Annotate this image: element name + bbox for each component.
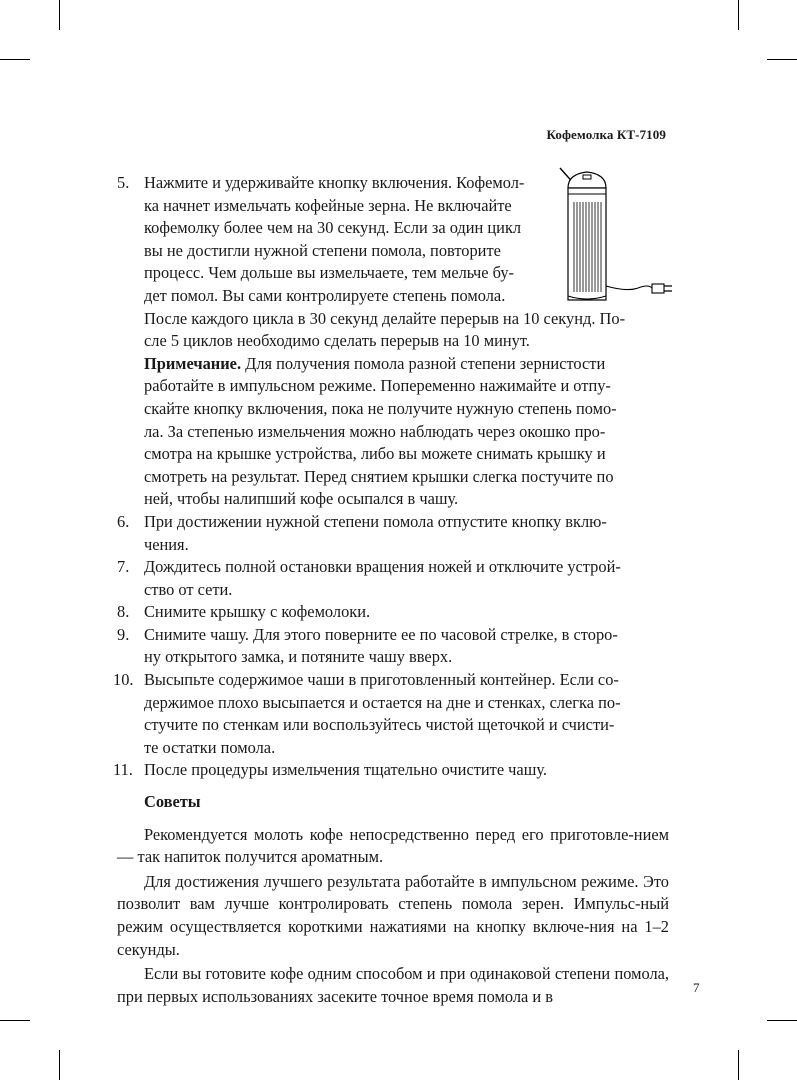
paragraph: Для достижения лучшего результата работайте в импульсном режиме. Это позволит вам лучше контролировать степень помола зерен. Импульс-ный режим осуществляется короткими нажатиями на кнопку включе-ния на 1–2 секунды. xyxy=(117,871,669,959)
note-text: Для получения помола разной степени зернистости xyxy=(241,353,606,373)
step-text-line: После каждого цикла в 30 секунд делайте перерыв на 10 секунд. По- xyxy=(144,308,626,328)
step-number: 10. xyxy=(113,670,134,690)
step-text-line: Высыпьте содержимое чаши в приготовленный контейнер. Если со- xyxy=(144,670,619,690)
note-line: работайте в импульсном режиме. Попеременно нажимайте и отпу- xyxy=(144,376,611,396)
step-text-line: После процедуры измельчения тщательно очистите чашу. xyxy=(144,760,547,780)
note-line xyxy=(144,353,669,376)
crop-mark xyxy=(0,1020,30,1021)
step-text-line: процесс. Чем дольше вы измельчаете, тем мельче бу- xyxy=(144,263,515,283)
step-text-line: Дождитесь полной остановки вращения ножей и отключите устрой- xyxy=(144,557,621,577)
crop-mark xyxy=(738,0,739,30)
list-item xyxy=(113,669,669,759)
step-text-line: стучите по стенкам или воспользуйтесь чистой щеточкой и счисти- xyxy=(144,715,615,735)
step-text-line: те остатки помола. xyxy=(144,737,276,757)
step-text-line: ка начнет измельчать кофейные зерна. Не включайте xyxy=(144,195,512,215)
step-text-line: кофемолку более чем на 30 секунд. Если за один цикл xyxy=(144,218,522,238)
crop-mark xyxy=(59,0,60,30)
list-item xyxy=(117,624,669,669)
list-item xyxy=(117,556,669,601)
crop-mark xyxy=(767,59,797,60)
paragraph: Если вы готовите кофе одним способом и при одинаковой степени помола, при первых использованиях засеките точное время помола и в xyxy=(117,964,669,1006)
crop-mark xyxy=(59,1050,60,1080)
step-text-line: При достижении нужной степени помола отпустите кнопку вклю- xyxy=(144,511,607,531)
step-text-line: вы не достигли нужной степени помола, повторите xyxy=(144,240,501,260)
step-text-line: Снимите чашу. Для этого поверните ее по часовой стрелке, в сторо- xyxy=(144,624,618,644)
step-text-line: держимое плохо высыпается и остается на дне и стенках, слегка по- xyxy=(144,692,621,712)
note-line: ней, чтобы налипший кофе осыпался в чашу. xyxy=(144,489,459,509)
step-text-line: сле 5 циклов необходимо сделать перерыв на 10 минут. xyxy=(144,331,530,351)
note-line: смотра на крышке устройства, либо вы можете снимать крышку и xyxy=(144,444,606,464)
list-item xyxy=(117,511,669,556)
step-number: 8. xyxy=(117,602,130,622)
list-item xyxy=(113,759,669,782)
page-number: 7 xyxy=(693,980,700,995)
step-text-line: чения. xyxy=(144,534,189,554)
step-number: 5. xyxy=(117,173,130,192)
step-text-line: Снимите крышку с кофемолоки. xyxy=(144,602,371,622)
page-body xyxy=(113,172,669,1010)
step-number: 11. xyxy=(113,760,133,780)
step-number: 7. xyxy=(117,557,130,577)
section-heading: Советы xyxy=(144,792,201,812)
step-number: 6. xyxy=(117,511,130,531)
paragraph: Рекомендуется молоть кофе непосредственно перед его приготовле-нием — так напиток получится ароматным. xyxy=(117,824,669,867)
list-item xyxy=(117,601,669,624)
step-text-line: Нажмите и удерживайте кнопку включения. Кофемол- xyxy=(144,173,525,192)
running-header: Кофемолка КТ-7109 xyxy=(546,127,666,142)
note-line: скайте кнопку включения, пока не получите нужную степень помо- xyxy=(144,398,617,418)
crop-mark xyxy=(0,59,30,60)
crop-mark xyxy=(767,1020,797,1021)
step-number: 9. xyxy=(117,624,130,644)
list-item xyxy=(117,172,669,511)
step-text-line: ство от сети. xyxy=(144,579,233,599)
note-label: Примечание. xyxy=(144,353,242,373)
note-line: смотреть на результат. Перед снятием крышки слегка постучите по xyxy=(144,466,614,486)
step-text-line: дет помол. Вы сами контролируете степень помола. xyxy=(144,285,506,305)
note-line: ла. За степенью измельчения можно наблюдать через окошко про- xyxy=(144,421,606,441)
step-text-line: ну открытого замка, и потяните чашу вверх. xyxy=(144,647,453,667)
crop-mark xyxy=(738,1050,739,1080)
